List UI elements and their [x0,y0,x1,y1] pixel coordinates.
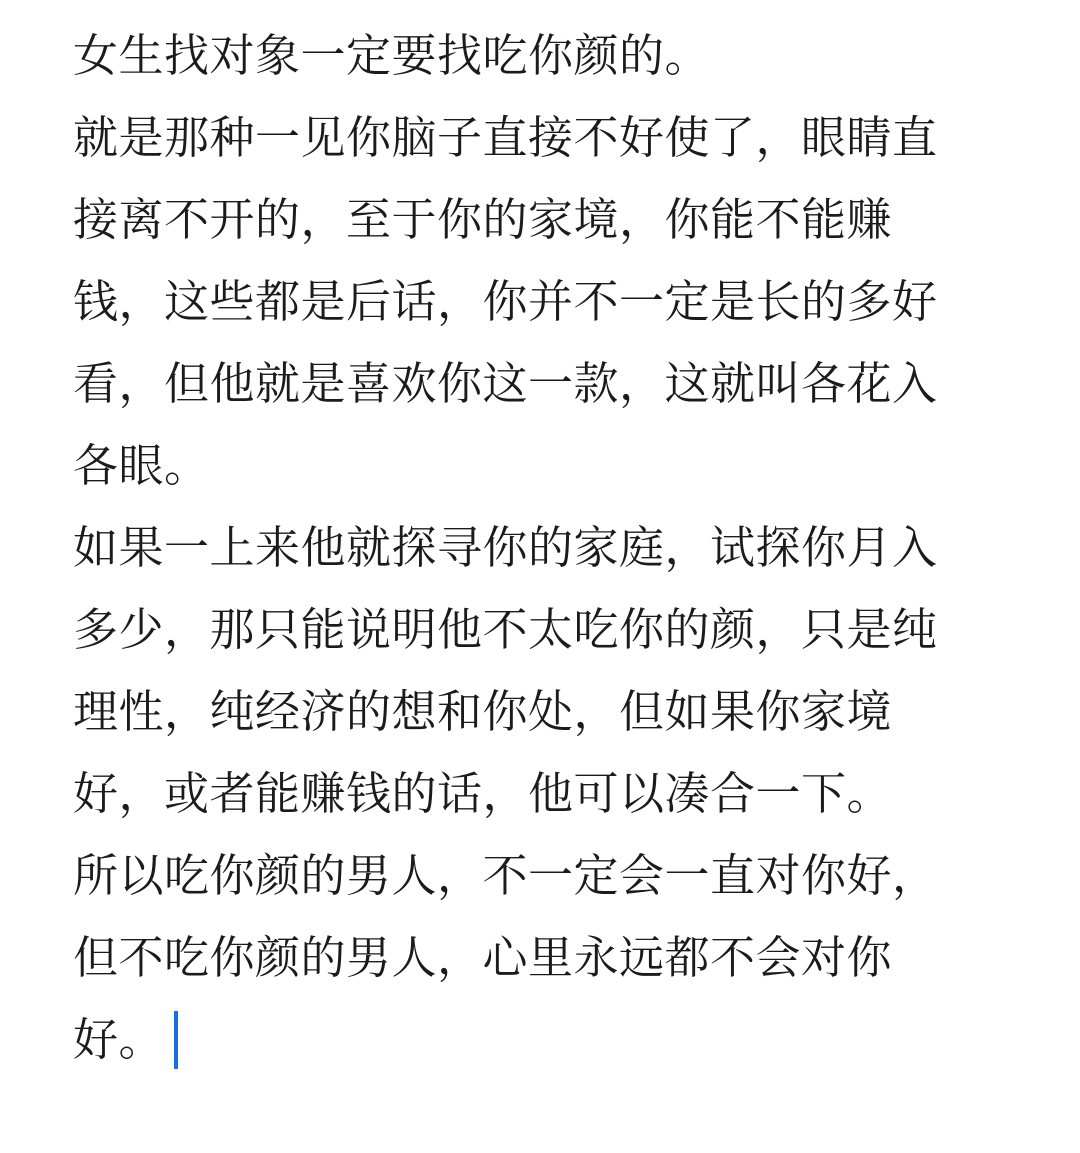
text-line-13 [73,999,1008,1081]
text-line-8: 多少，那只能说明他不太吃你的颜，只是纯 [73,603,938,656]
text-line-10: 好，或者能赚钱的话，他可以凑合一下。 [73,767,893,820]
text-line-2: 就是那种一见你脑子直接不好使了，眼睛直 [73,111,938,164]
text-line-1: 女生找对象一定要找吃你颜的。 [73,29,711,82]
text-line-11: 所以吃你颜的男人，不一定会一直对你好， [73,849,938,902]
text-line-9: 理性，纯经济的想和你处，但如果你家境 [73,685,893,738]
text-line-7: 如果一上来他就探寻你的家庭，试探你月入 [73,521,938,574]
text-line-6: 各眼。 [73,439,210,492]
text-line-13-content: 好。 [73,1013,165,1066]
text-line-3: 接离不开的，至于你的家境，你能不能赚 [73,193,893,246]
text-editor[interactable] [73,15,1008,1081]
text-cursor [174,1011,178,1069]
text-line-5: 看，但他就是喜欢你这一款，这就叫各花入 [73,357,938,410]
text-line-4: 钱，这些都是后话，你并不一定是长的多好 [73,275,938,328]
text-line-12: 但不吃你颜的男人，心里永远都不会对你 [73,931,893,984]
